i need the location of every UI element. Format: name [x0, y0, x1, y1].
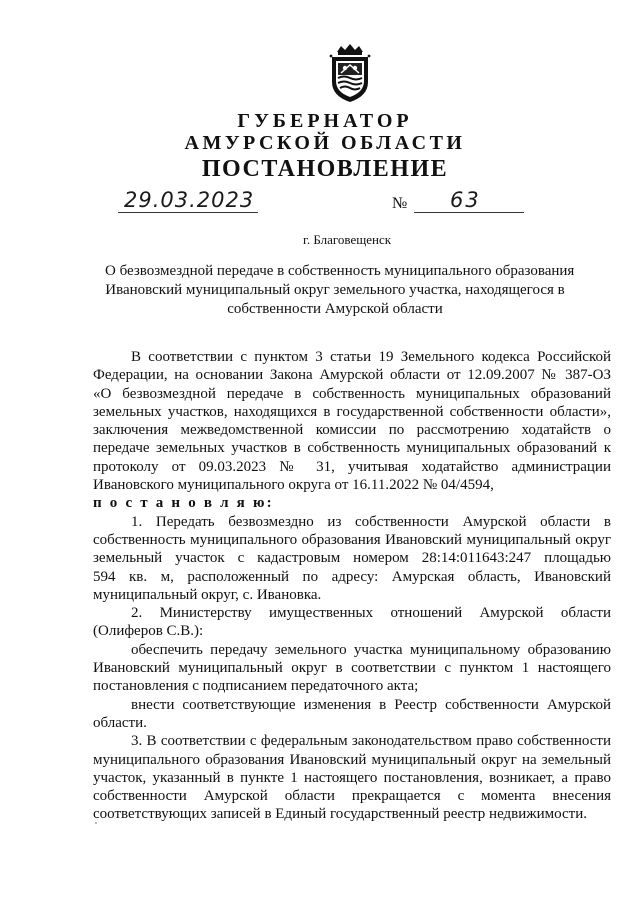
body-line: собственность муниципального образования Ивановский муниципальный округ	[93, 531, 611, 548]
header-region: АМУРСКОЙ ОБЛАСТИ	[184, 132, 466, 154]
number-sign: №	[392, 195, 408, 212]
body-line: 3. В соответствии с федеральным законодательством право собственности	[131, 733, 611, 750]
body-line: 1. Передать безвозмездно из собственности Амурской области в	[131, 513, 611, 530]
body-line: Федерации, на основании Закона Амурской области от 12.09.2007 № 387-ОЗ	[93, 367, 611, 384]
body-line: «О безвозмездной передаче в собственность муниципальных образований	[93, 385, 611, 402]
body-line: Ивановского муниципального округа от 16.11.2022 № 04/4594,	[93, 477, 494, 494]
body-line: земельных участков, находящихся в государственной собственности области»,	[93, 403, 611, 420]
number-underline	[414, 212, 524, 213]
body-line: В соответствии с пунктом 3 статьи 19 Земельного кодекса Российской	[131, 349, 611, 365]
body-line: земельный участок с кадастровым номером 28:14:011643:247 площадью	[93, 550, 611, 567]
body-line: 594 кв. м, расположенный по адресу: Амурская область, Ивановский	[93, 568, 611, 585]
body-line: заключения межведомственной комиссии по рассмотрению ходатайств о	[93, 422, 611, 439]
scan-speck	[95, 822, 97, 824]
body-line: области.	[93, 714, 147, 731]
body-line: муниципальный округ, с. Ивановка.	[93, 586, 322, 603]
body-line: муниципального образования Ивановский муниципальный округ на земельный	[93, 751, 611, 768]
body-line: 2. Министерству имущественных отношений Амурской области	[131, 605, 611, 622]
body-line: передаче земельных участков в собственность муниципальных образований к	[93, 440, 611, 457]
city-label: г. Благовещенск	[302, 232, 392, 247]
handwritten-number: 63	[450, 188, 481, 212]
body-line: участок, указанный в пункте 1 настоящего постановления, возникает, а право	[93, 769, 611, 786]
resolution-word: п о с т а н о в л я ю:	[93, 495, 274, 512]
body-line: протоколу от 09.03.2023 № 31, учитывая ходатайство администрации	[93, 458, 611, 475]
body-line: Ивановский муниципальный округ в соответствии с пунктом 1 настоящего	[93, 660, 611, 677]
body-line: постановления с подписанием передаточного акта;	[93, 678, 419, 695]
body-line: внести соответствующие изменения в Реестр собственности Амурской	[131, 696, 611, 713]
document-type-title: ПОСТАНОВЛЕНИЕ	[201, 156, 449, 182]
coat-of-arms-emblem-icon	[327, 42, 373, 104]
body-line: соответствующих записей в Единый государственный реестр недвижимости.	[93, 806, 588, 823]
header-governor: ГУБЕРНАТОР	[237, 110, 413, 132]
document-subject	[105, 262, 575, 319]
date-underline	[118, 212, 258, 213]
subject-line: собственности Амурской области	[227, 301, 443, 317]
body-line: собственности Амурской области прекращается с момента внесения	[93, 788, 611, 805]
handwritten-date: 29.03.2023	[124, 188, 255, 212]
subject-line: Ивановский муниципальный округ земельного участка, находящегося в	[105, 282, 565, 298]
body-line: обеспечить передачу земельного участка муниципальному образованию	[131, 641, 611, 658]
subject-line: О безвозмездной передаче в собственность муниципального образования	[105, 263, 575, 279]
document-body	[93, 348, 611, 824]
body-line: (Олиферов С.В.):	[93, 623, 204, 640]
